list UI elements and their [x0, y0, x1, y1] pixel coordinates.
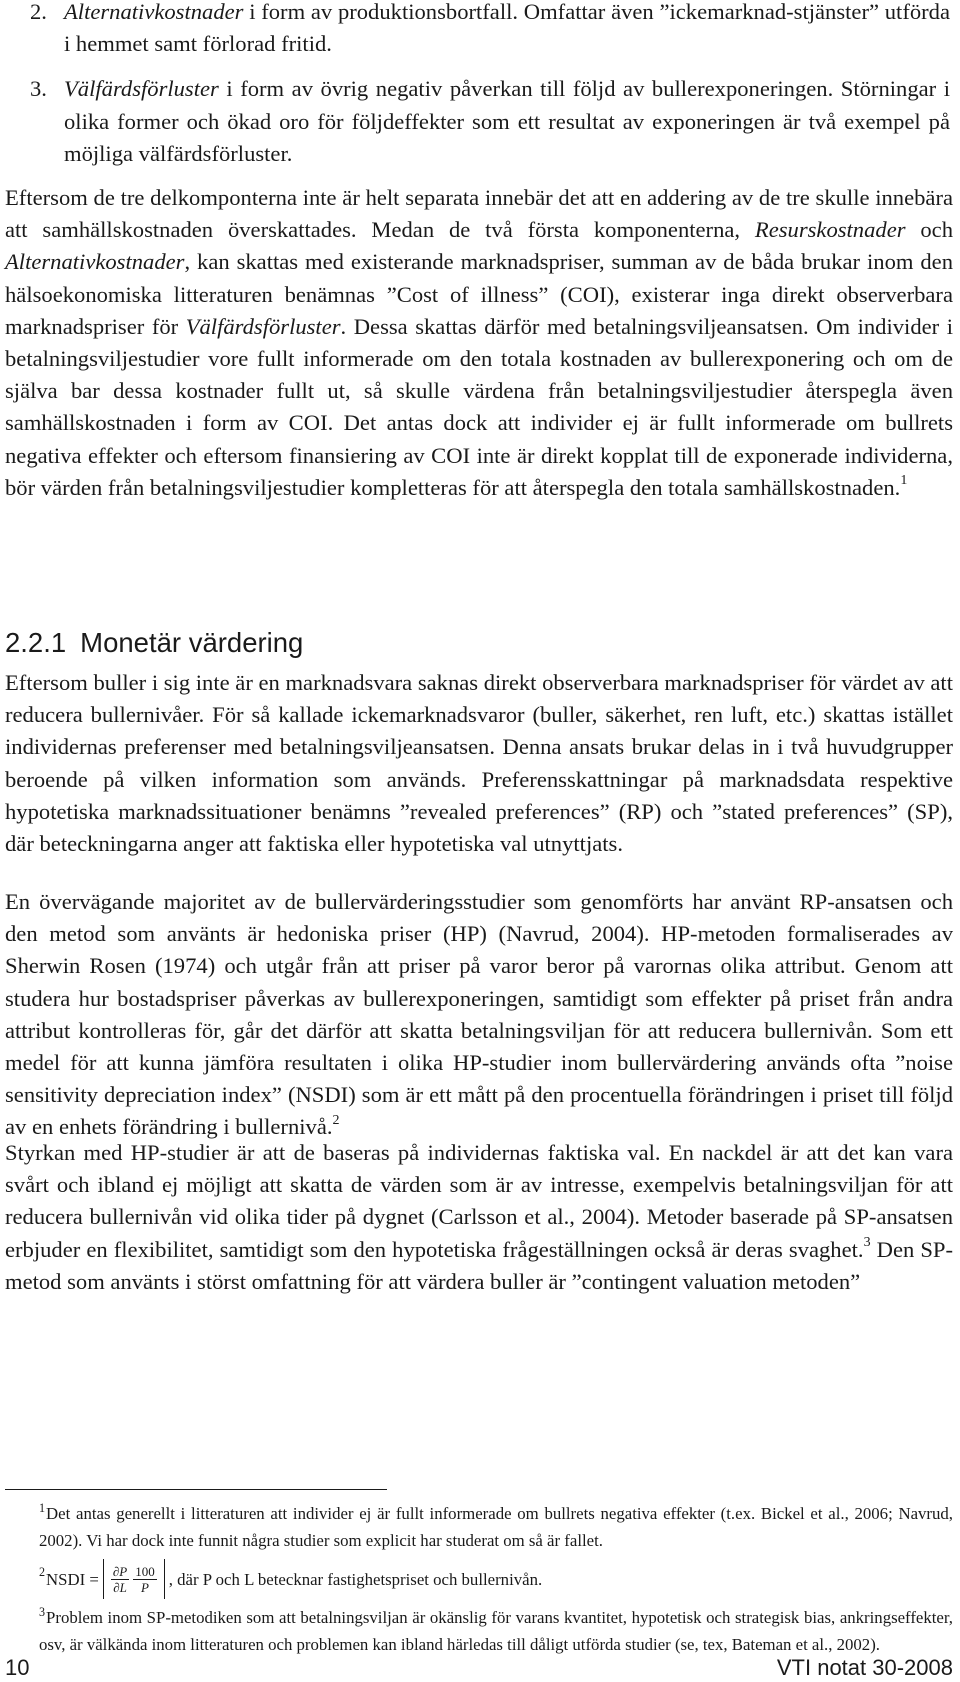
paragraph-text: Den SP-metod som använts i störst omfattning för att värdera buller är ”contingent valuation metoden” — [5, 1236, 953, 1294]
list-item-text: i form av övrig negativ påverkan till följd av bullerexponeringen. Störningar i olika former och ökad oro för följdeffekter som ett resultat av exponeringen är två exempel på möjliga välfärdsförluster. — [64, 76, 950, 166]
footnote-number: 2 — [39, 1565, 46, 1580]
paragraph-text: Eftersom de tre delkomponterna inte är helt separata innebär det att en addering av de tre skulle innebära att samhällskostnaden överskattades. Medan de två första komponenterna, — [5, 185, 953, 243]
paragraph-text: och — [905, 217, 953, 243]
section-number: 2.2.1 — [5, 627, 67, 658]
paragraph-italic: Välfärdsförluster — [185, 313, 341, 339]
paragraph — [5, 182, 953, 504]
numerator: ∂P — [112, 1563, 128, 1579]
denominator: ∂L — [113, 1579, 127, 1595]
paragraph-italic: Alternativkostnader — [5, 249, 185, 275]
footnote-1 — [5, 1501, 953, 1553]
footnote-divider — [5, 1489, 387, 1490]
list-item — [30, 73, 950, 170]
numerator: 100 — [135, 1563, 155, 1579]
paragraph-text: . Dessa skattas därför med betalningsviljeansatsen. Om individer i betalningsviljestudier vore fullt informerade om den totala kostnaden av bullerexponering och om de själva bar dessa kostnader fullt ut, så skulle värdena från betalningsviljestudier återspegla även samhällskostnaden i form av COI. Det antas dock att individer ej är fullt informerade om bullrets negativa effekter och eftersom finansiering av COI inte är direkt kopplat till de exponerade individerna, bör värden från betalningsviljestudier kompletteras för att återspegla den totala samhällskostnaden. — [5, 313, 953, 500]
section-title: Monetär värdering — [80, 627, 304, 658]
footnote-2 — [5, 1559, 953, 1599]
paragraph-text: , kan skattas med existerande marknadspriser, summan av de båda brukar inom den hälsoekonomiska litteraturen benämnas ”Cost of illness” (COI), existerar inga direkt observerbara marknadspriser för — [5, 249, 953, 339]
footnote-ref[interactable]: 2 — [332, 1112, 340, 1128]
list-item-term: Alternativkostnader — [64, 0, 244, 24]
footnote-ref[interactable]: 3 — [863, 1235, 871, 1251]
paragraph-text: En övervägande majoritet av de bullervärderingsstudier som genomförts har använt RP-ansatsen och den metod som använts är hedoniska priser (HP) (Navrud, 2004). HP-metoden formaliserades av Sherwin Rosen (1974) och utgår från att priser på varor beror på varornas olika attribut. Genom att studera hur bostadspriser påverkas av bullerexponeringen, samtidigt som effekter på priset från andra attribut kontrolleras för, går det därför att skatta betalningsviljan för att reducera bullernivån. Som ett medel för att kunna jämföra resultaten i olika HP-studier inom bullervärdering används ofta ”noise sensitivity depreciation index” (NSDI) som är ett mått på den procentuella förändringen i priset till följd av en enhets förändring i bullernivå. — [5, 889, 953, 1140]
fraction — [111, 1564, 129, 1595]
list-item — [30, 0, 950, 60]
footnote-ref[interactable]: 1 — [900, 473, 908, 489]
footnote-text: , där P och L betecknar fastighetspriset och bullernivån. — [168, 1569, 543, 1589]
footnote-text: Problem inom SP-metodiken som att betalningsviljan är okänslig för varans kvantitet, hypotetisk och strategisk bias, ankringseffekter, osv, är välkända inom litteraturen och problemen kan ibland härledas till dåligt utförda studier (se, tex, Bateman et al., 2002). — [39, 1608, 953, 1654]
footnote-number: 3 — [39, 1605, 46, 1620]
denominator: P — [141, 1579, 149, 1595]
formula-lhs: NSDI = — [46, 1569, 99, 1589]
paragraph-italic: Resurskostnader — [754, 217, 906, 243]
paragraph — [5, 886, 953, 1144]
paragraph — [5, 1137, 953, 1298]
footnote-number: 1 — [39, 1501, 46, 1516]
paragraph: Eftersom buller i sig inte är en marknadsvara saknas direkt observerbara marknadspriser för värdet av att reducera bullernivåer. För så kallade ickemarknadsvaror (buller, säkerhet, ren luft, etc.) skattas istället individernas preferenser med betalningsviljeansatsen. Denna ansats brukar delas in i två huvudgrupper beroende på vilken information som används. Preferensskattningar på marknadsdata respektive hypotetiska marknadssituationer benämns ”revealed preferences” (RP) och ”stated preferences” (SP), där beteckningarna anger att faktiska eller hypotetiska val utnyttjats. — [5, 670, 953, 857]
footnotes — [5, 1501, 953, 1657]
paragraph-text: Styrkan med HP-studier är att de baseras på individernas faktiska val. En nackdel är att det kan vara svårt och ibland ej möjligt att skatta de värden som är av intresse, exempelvis betalningsviljan för att reducera bullernivån vid olika tider på dygnet (Carlsson et al., 2004). Metoder baserade på SP-ansatsen erbjuder en flexibilitet, samtidigt som den hypotetiska frågeställningen också är deras svaghet. — [5, 1140, 953, 1262]
fraction — [133, 1564, 157, 1595]
section-heading — [5, 626, 303, 660]
absolute-value — [103, 1559, 165, 1599]
report-identifier: VTI notat 30-2008 — [776, 1655, 953, 1680]
numbered-list — [30, 0, 950, 170]
footnote-text: Det antas generellt i litteraturen att individer ej är fullt informerade om bullrets negativa effekter (t.ex. Bickel et al., 2006; Navrud, 2002). Vi har dock inte funnit några studier som explicit har studerat om så är fallet. — [39, 1504, 953, 1550]
list-item-number: 2. — [30, 0, 47, 24]
list-item-term: Välfärdsförluster — [64, 76, 219, 102]
list-item-text: i form av produktionsbortfall. Omfattar även ”ickemarknad-stjänster” utförda i hemmet samt förlorad fritid. — [64, 0, 950, 57]
footnote-3 — [5, 1605, 953, 1657]
list-item-number: 3. — [30, 76, 47, 102]
nsdi-formula — [103, 1559, 165, 1599]
page-number: 10 — [5, 1655, 30, 1680]
